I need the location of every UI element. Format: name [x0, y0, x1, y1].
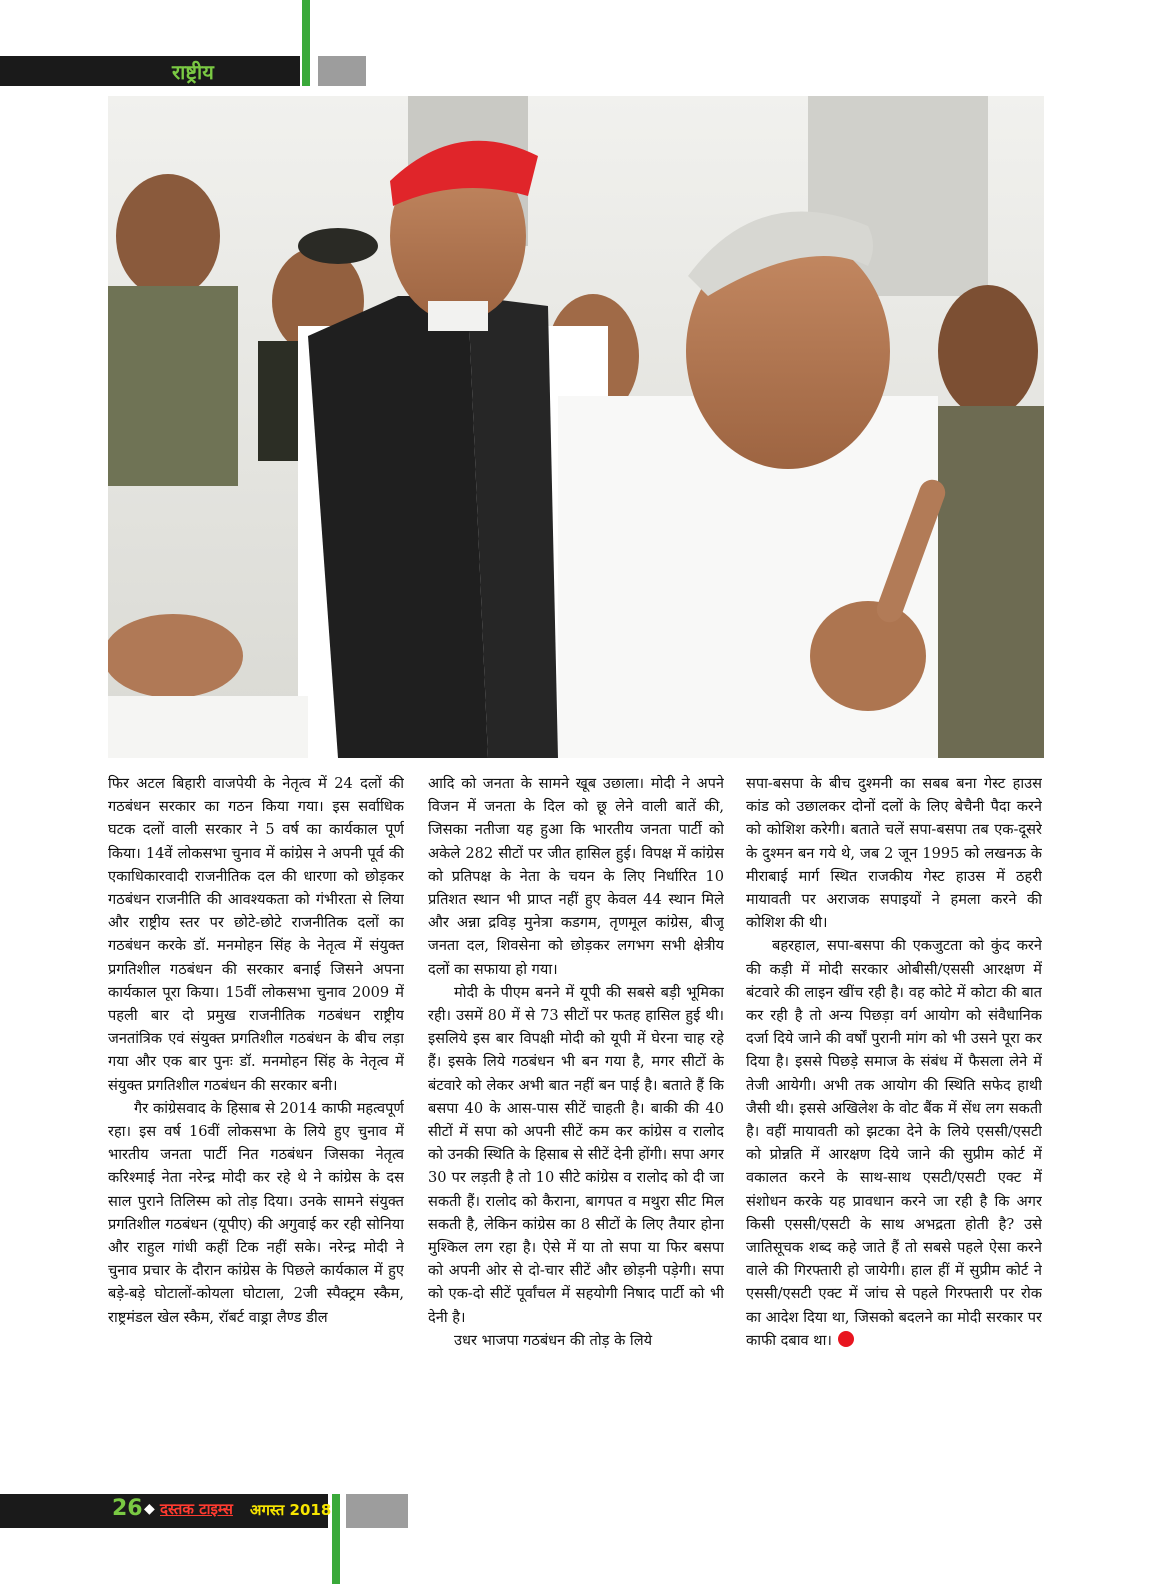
paragraph: आदि को जनता के सामने खूब उछाला। मोदी ने अपने विजन में जनता के दिल को छू लेने वाली बातें की, जिसका नतीजा यह हुआ कि भारतीय जनता पार्टी को अकेले 282 सीटों पर जीत हासिल हुई। विपक्ष में कांग्रेस को प्रतिपक्ष के नेता के चयन के लिए निर्धारित 10 प्रतिशत स्थान भी प्राप्त नहीं हुए केवल 44 स्थान मिले और अन्ना द्रविड़ मुनेत्रा कडगम, तृणमूल कांग्रेस, बीजू जनता दल, शिवसेना को छोड़कर लगभग सभी क्षेत्रीय दलों का सफाया हो गया।: [428, 775, 724, 978]
footer-green-rule: [332, 1494, 340, 1584]
article-column-1: [108, 772, 404, 1476]
paragraph: गैर कांग्रेसवाद के हिसाब से 2014 काफी महत्वपूर्ण रहा। इस वर्ष 16वीं लोकसभा के लिये हुए चुनाव में भारतीय जनता पार्टी नित गठबंधन जिसका नेतृत्व करिश्माई नेता नरेन्द्र मोदी कर रहे थे ने कांग्रेस के दस साल पुराने तिलिस्म को तोड़ दिया। उनके सामने संयुक्त प्रगतिशील गठबंधन (यूपीए) की अगुवाई कर रही सोनिया और राहुल गांधी कहीं टिक नहीं सके। नरेन्द्र मोदी ने चुनाव प्रचार के दौरान कांग्रेस के पिछले कार्यकाल में हुए बड़े-बड़े घोटालों-कोयला घोटाला, 2जी स्पैक्ट्रम स्कैम, राष्ट्रमंडल खेल स्कैम, रॉबर्ट वाड्रा लैण्ड डील: [108, 1099, 404, 1326]
end-mark-icon: [838, 1331, 854, 1347]
article-photo: [108, 96, 1044, 758]
header-bar: [0, 56, 300, 86]
article-column-2: [428, 772, 724, 1476]
footer-gray-block: [346, 1494, 408, 1528]
magazine-name: दस्तक टाइम्स: [160, 1500, 233, 1518]
header-green-rule: [302, 0, 310, 86]
page-number: 26: [112, 1496, 143, 1521]
paragraph-text: बहरहाल, सपा-बसपा की एकजुटता को कुंद करने की कड़ी में मोदी सरकार ओबीसी/एससी आरक्षण में बंटवारे की लाइन खींच रही है। वह कोटे में कोटा की बात कर रही है तो अन्य पिछड़ा वर्ग आयोग को संवैधानिक दर्जा दिये जाने की वर्षों पुरानी मांग को भी उसने पूरा कर दिया है। इससे पिछड़े समाज के संबंध में फैसला लेने में तेजी आयेगी। अभी तक आयोग की स्थिति सफेद हाथी जैसी थी। इससे अखिलेश के वोट बैंक में सेंध लग सकती है। वहीं मायावती को झटका देने के लिये एससी/एसटी को प्रोन्नति में आरक्षण दिये जाने की सुप्रीम कोर्ट में वकालत करने के साथ-साथ एसटी/एसटी एक्ट में संशोधन करके यह प्रावधान करने जा रही है कि अगर किसी एससी/एसटी के साथ अभद्रता होती है? उसे जातिसूचक शब्द कहे जाते हैं तो सबसे पहले ऐसा करने वाले की गिरफ्तारी हो जायेगी। हाल हीं में सुप्रीम कोर्ट ने एससी/एसटी एक्ट में जांच से पहले गिरफ्तारी पर रोक का आदेश दिया था, जिसको बदलने का मोदी सरकार पर काफी दबाव था।: [746, 937, 1042, 1349]
paragraph: उधर भाजपा गठबंधन की तोड़ के लिये: [454, 1331, 653, 1349]
paragraph-final: [746, 934, 1042, 1352]
section-label: राष्ट्रीय: [172, 60, 214, 84]
photo-icon: [108, 96, 1044, 758]
article-column-3: [746, 772, 1042, 1476]
paragraph: फिर अटल बिहारी वाजपेयी के नेतृत्व में 24 दलों की गठबंधन सरकार का गठन किया गया। इस सर्वाधिक घटक दलों वाली सरकार ने 5 वर्ष का कार्यकाल पूर्ण किया। 14वें लोकसभा चुनाव में कांग्रेस ने अपनी पूर्व की एकाधिकारवादी राजनीतिक दल की धारणा को छोड़कर गठबंधन राजनीति की आवश्यकता को गंभीरता से लिया और राष्ट्रीय स्तर पर छोटे-छोटे राजनीतिक दलों का गठबंधन करके डॉ. मनमोहन सिंह के नेतृत्व में संयुक्त प्रगतिशील गठबंधन की सरकार बनाई जिसने अपना कार्यकाल पूरा किया। 15वीं लोकसभा चुनाव 2009 में पहली बार दो प्रमुख राजनीतिक गठबंधन राष्ट्रीय जनतांत्रिक एवं संयुक्त प्रगतिशील गठबंधन के बीच लड़ा गया और एक बार पुनः डॉ. मनमोहन सिंह के नेतृत्व में संयुक्त प्रगतिशील गठबंधन की सरकार बनी।: [108, 775, 404, 1094]
issue-date: अगस्त 2018: [250, 1501, 332, 1519]
footer-separator-icon: ◆: [144, 1501, 155, 1517]
paragraph: मोदी के पीएम बनने में यूपी की सबसे बड़ी भूमिका रही। उसमें 80 में से 73 सीटों पर फतह हासिल हुई थी। इसलिये इस बार विपक्षी मोदी को यूपी में घेरना चाह रहे हैं। इसके लिये गठबंधन भी बन गया है, मगर सीटों के बंटवारे को लेकर अभी बात नहीं बन पाई है। बताते हैं कि बसपा 40 के आस-पास सीटें चाहती है। बाकी की 40 सीटों में सपा को अपनी सीटें कम कर कांग्रेस व रालोद को उनकी स्थिति के हिसाब से सीटें देनी होंगी। सपा अगर 30 पर लड़ती है तो 10 सीटे कांग्रेस व रालोद को दी जा सकती हैं। रालोद को कैराना, बागपत व मथुरा सीट मिल सकती है, लेकिन कांग्रेस का 8 सीटों के लिए तैयार होना मुश्किल लग रहा है। ऐसे में या तो सपा या फिर बसपा को अपनी ओर से दो-चार सीटें और छोड़नी पड़ेगी। सपा को एक-दो सीटें पूर्वांचल में सहयोगी निषाद पार्टी को भी देनी है।: [428, 983, 724, 1326]
header-gray-block: [318, 56, 366, 86]
paragraph: सपा-बसपा के बीच दुश्मनी का सबब बना गेस्ट हाउस कांड को उछालकर दोनों दलों के लिए बेचैनी पैदा करने को कोशिश करेगी। बताते चलें सपा-बसपा तब एक-दूसरे के दुश्मन बन गये थे, जब 2 जून 1995 को लखनऊ के मीराबाई मार्ग स्थित राजकीय गेस्ट हाउस में ठहरी मायावती पर अराजक सपाइयों ने हमला करने की कोशिश की थी।: [746, 775, 1042, 932]
